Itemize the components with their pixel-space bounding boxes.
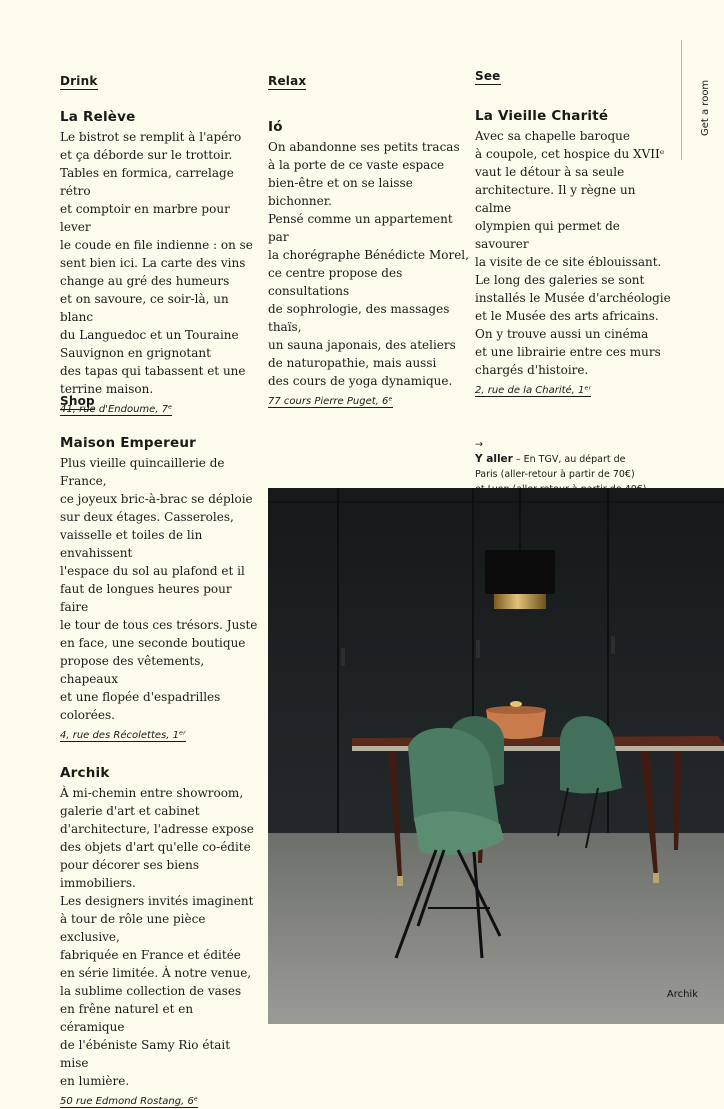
interior-illustration: [268, 488, 724, 1024]
venue-description: À mi-chemin entre showroom, galerie d'art et cabinet d'architecture, l'adresse expose des objets d'art qu'elle co-édite pour décorer ses biens immobiliers. Les designers invités imaginent à tour de rôle une pièce exclusive, fabriquée en France et éditée en série limitée. À notre venue, la sublime collection de vases en frêne naturel et en céramique de l'ébéniste Samy Rio était mise en lumière.: [60, 786, 254, 1088]
travel-label: Y aller: [475, 453, 513, 465]
section-tab-get-a-room[interactable]: Get a room: [700, 79, 711, 136]
venue-title: Maison Empereur: [60, 435, 196, 451]
venue-address: 41, rue d'Endoume, 7ᵉ: [60, 404, 173, 415]
section-heading-see: See: [475, 69, 501, 83]
travel-info: [475, 422, 675, 497]
venue-title: La Vieille Charité: [475, 108, 609, 124]
section-heading-shop: Shop: [60, 394, 95, 408]
venue-address: 50 rue Edmond Rostang, 6ᵉ: [60, 1096, 198, 1107]
section-heading-drink: Drink: [60, 74, 98, 88]
venue-description: Plus vieille quincaillerie de France, ce joyeux bric-à-brac se déploie sur deux étages. Casseroles, vaisselle et toiles de lin envahissent l'espace du sol au plafond et il faut de longues heures pour faire le tour de tous ces trésors. Juste en face, une seconde boutique propose des vêtements, chapeaux et une flopée d'espadrilles colorées.: [60, 456, 258, 722]
shop-column: [60, 392, 260, 1109]
relax-column: [268, 72, 473, 409]
photo-caption: Archik: [666, 989, 698, 1000]
venue-description: On abandonne ses petits tracas à la porte de ce vaste espace bien-être et on se laisse bichonner. Pensé comme un appartement par la chorégraphe Bénédicte Morel, ce centre propose des consultations de sophrologie, des massages thaïs, un sauna japonais, des ateliers de naturopathie, mais aussi des cours de yoga dynamique.: [268, 140, 469, 388]
venue-title: La Relève: [60, 109, 136, 125]
archik-photo: [268, 488, 724, 1024]
venue-title: Ió: [268, 119, 283, 135]
travel-text: – En TGV, au départ de Paris (aller-retour à partir de 70€): [475, 454, 635, 480]
section-heading-relax: Relax: [268, 74, 307, 88]
venue-address: 2, rue de la Charité, 1ᵉʳ: [475, 385, 592, 396]
side-divider: [681, 40, 682, 160]
venue-title: Archik: [60, 765, 110, 781]
venue-description: Avec sa chapelle baroque à coupole, cet hospice du XVIIᵉ vaut le détour à sa seule architecture. Il y règne un calme olympien qui permet de savourer la visite de ce site éblouissant. Le long des galeries se sont installés le Musée d'archéologie et le Musée des arts africains. On y trouve aussi un cinéma et une librairie entre ces murs chargés d'histoire.: [475, 129, 671, 377]
see-column: [475, 67, 675, 497]
arrow-right-icon: →: [475, 439, 483, 450]
venue-description: Le bistrot se remplit à l'apéro et ça déborde sur le trottoir. Tables en formica, carrelage rétro et comptoir en marbre pour lever le coude en file indienne : on se sent bien ici. La carte des vins change au gré des humeurs et on savoure, ce soir-là, un blanc du Languedoc et un Touraine Sauvignon en grignotant des tapas qui tabassent et une terrine maison.: [60, 130, 253, 396]
venue-address: 77 cours Pierre Puget, 6ᵉ: [268, 396, 393, 407]
drink-column: [60, 72, 260, 417]
venue-address: 4, rue des Récolettes, 1ᵉʳ: [60, 730, 186, 741]
